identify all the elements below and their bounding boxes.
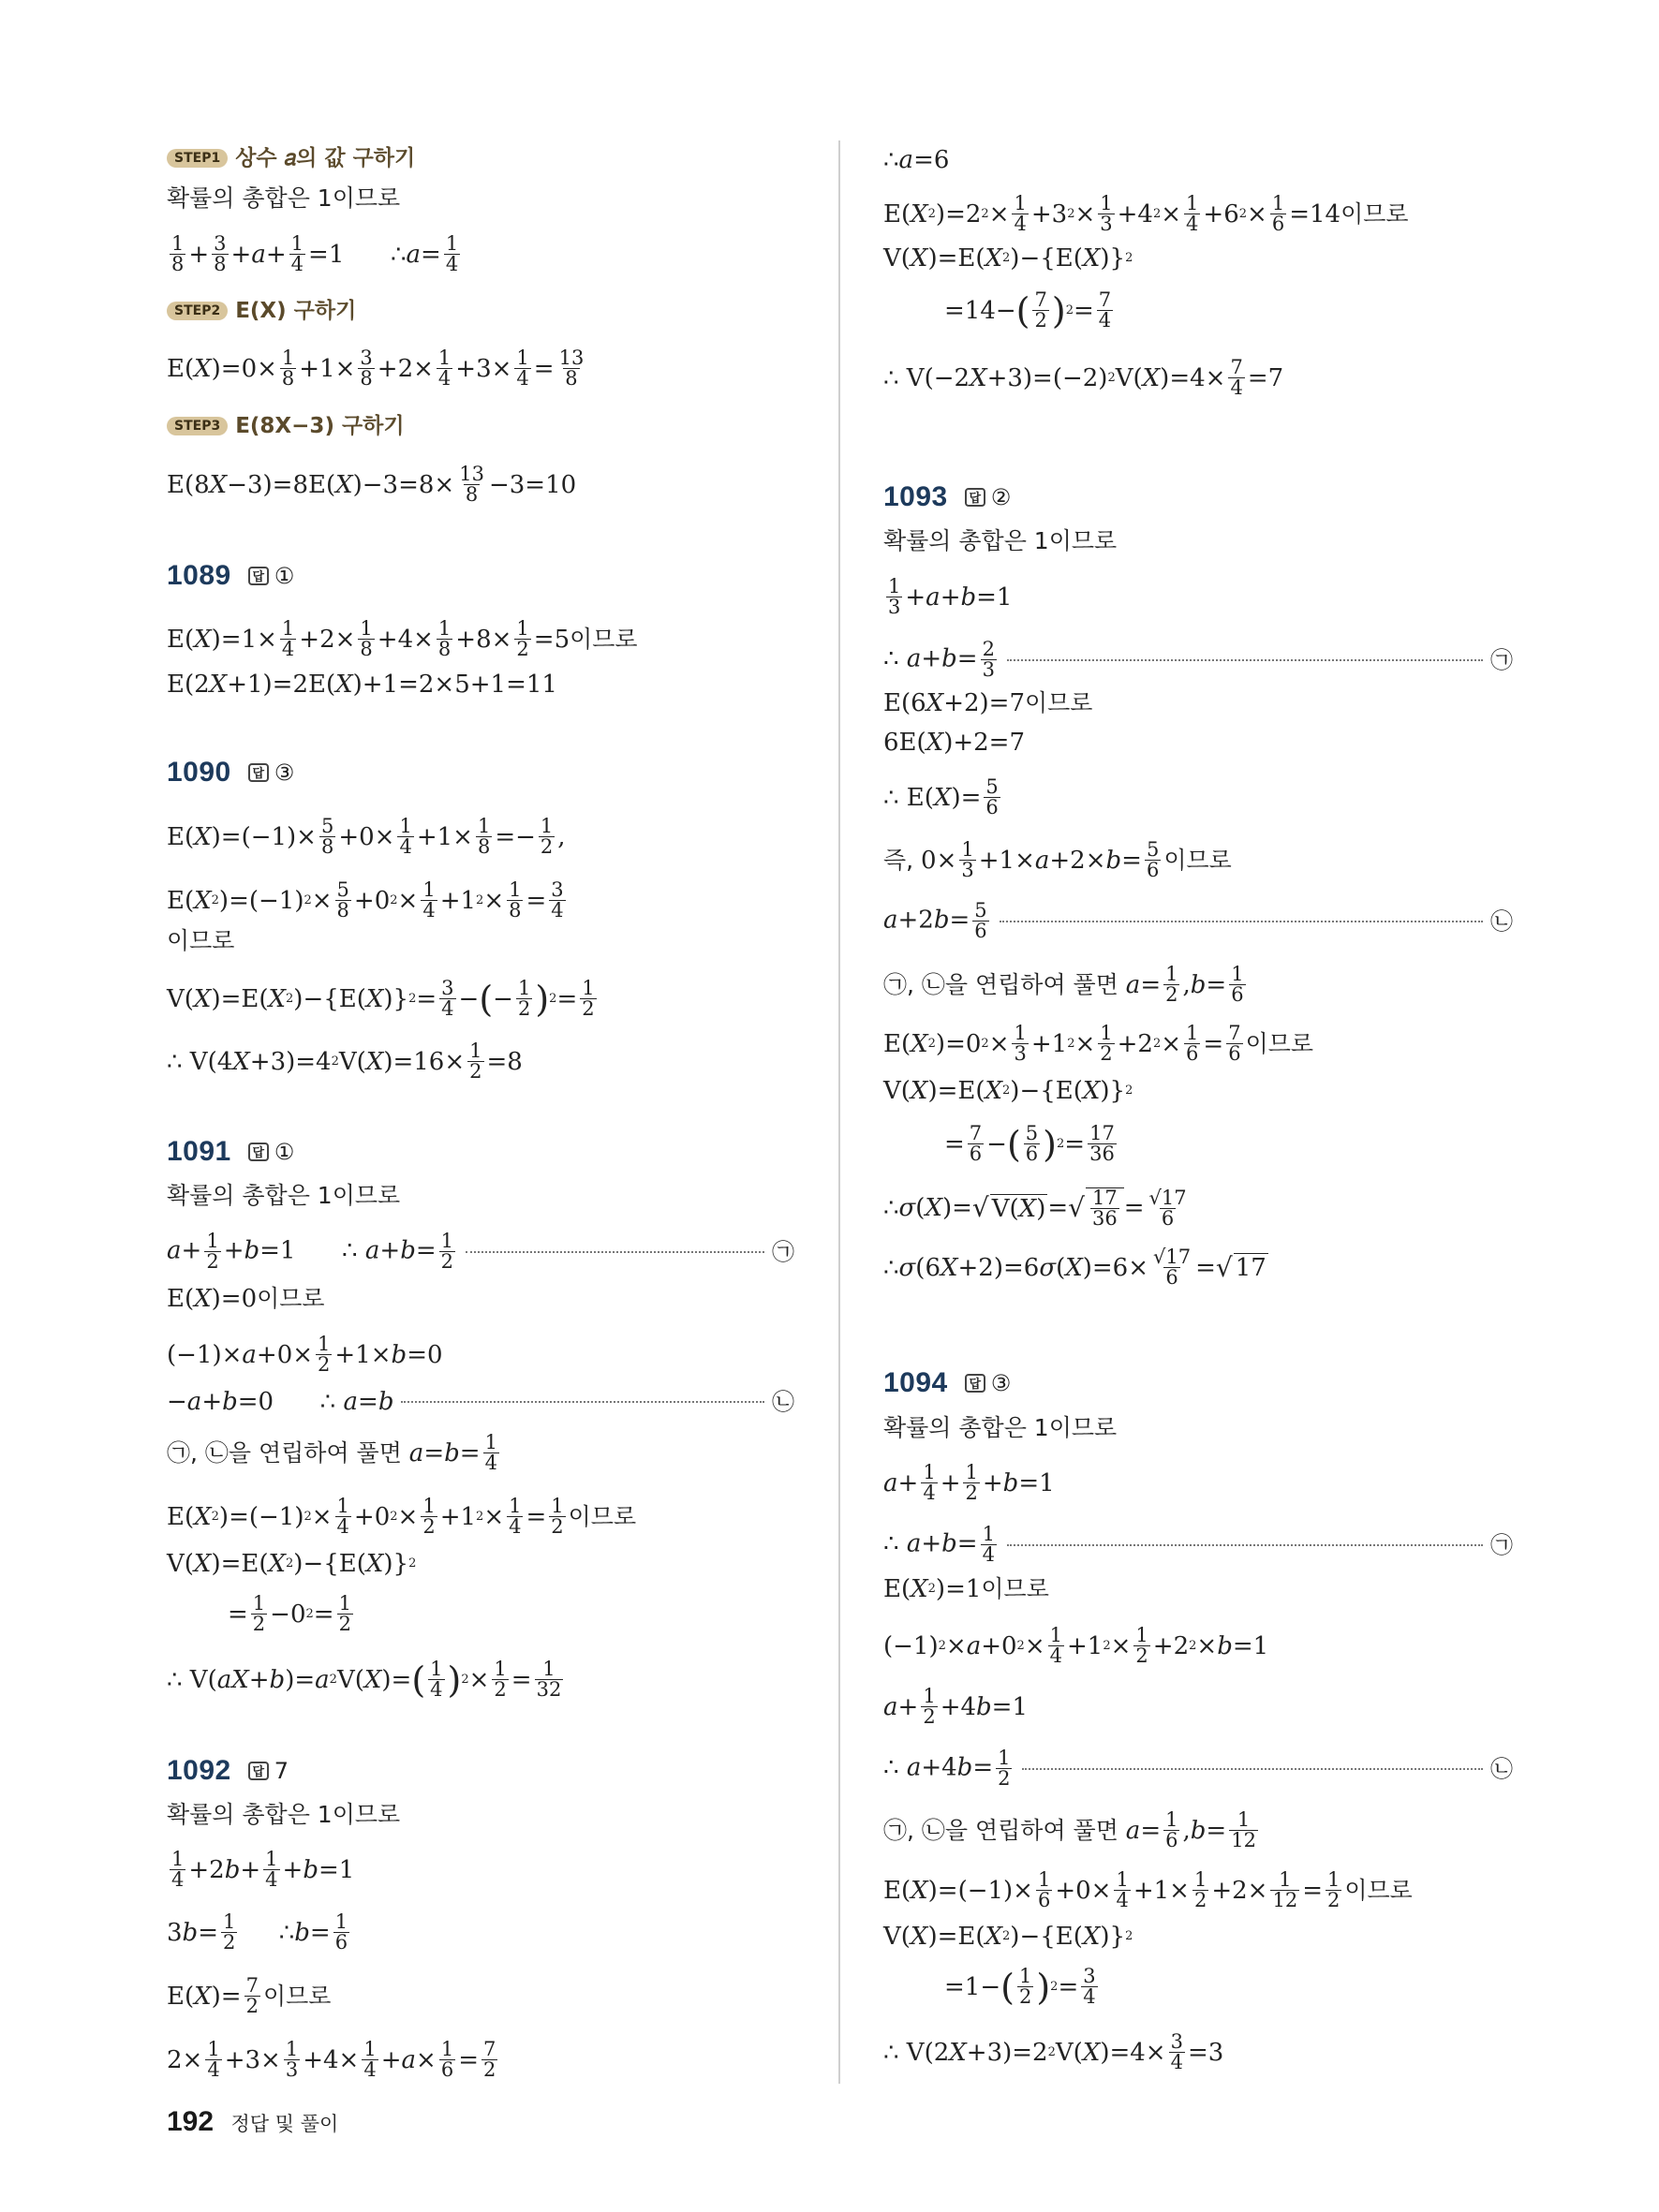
math-line: V( X )=E( X 2 )−{E( X )} 2 = $\frac{3}{4}$ − ( − $\frac{1}{2}$ ) 2 = $\frac{1}{2}$ [167, 977, 595, 1020]
math-line: E( X 2 )=0 2 × $\frac{1}{3}$ +1 2 × $\frac{1}{2}$ +2 2 × $\frac{1}{6}$ = $\frac{7}{6}$ 이므로 [883, 1022, 1314, 1065]
math-line: a + $\frac{1}{4}$ + $\frac{1}{2}$ + b =1 [883, 1461, 1055, 1504]
step1-heading [167, 144, 415, 172]
math-line: ∴ V(−2 X +3)=(−2) 2 V( X )=4× $\frac{7}{4}$ =7 [883, 356, 1284, 399]
circled-label: ㉠ [1490, 1531, 1513, 1558]
math-line: 6E( X )+2=7 [883, 729, 1025, 757]
math-line: E( X )=(−1)× $\frac{1}{6}$ +0× $\frac{1}{4}$ +1× $\frac{1}{2}$ +2× $\frac{1}{12}$ = $\frac{1}{2}$ 이므로 [883, 1868, 1413, 1911]
text-line: 이므로 [167, 927, 235, 954]
math-line: E( X )=0 이므로 [167, 1285, 325, 1313]
math-line: E( X 2 )=2 2 × $\frac{1}{4}$ +3 2 × $\frac{1}{3}$ +4 2 × $\frac{1}{4}$ +6 2 × $\frac{1}{6}$ =14 이므로 [883, 192, 1409, 235]
footer-label: 정답 및 풀이 [230, 2113, 339, 2135]
problem-number: 1089 [167, 560, 231, 591]
math-line: E( X 2 )=(−1) 2 × $\frac{5}{8}$ +0 2 × $\frac{1}{4}$ +1 2 × $\frac{1}{8}$ = $\frac{3}{4}$ [167, 878, 564, 922]
step1-badge: STEP1 [167, 149, 228, 168]
problem-1093-header [883, 483, 1011, 511]
page-number: 192 [167, 2106, 215, 2137]
math-line: E( X )=0× $\frac{1}{8}$ +1× $\frac{3}{8}$ +2× $\frac{1}{4}$ +3× $\frac{1}{4}$ = $\frac{13}{8}$ [167, 347, 585, 390]
circled-label: ㉠ [1490, 646, 1513, 673]
circled-label: ㉡ [1490, 907, 1513, 935]
answer-icon: 답 [965, 488, 985, 507]
math-line: −a+b=0 ∴ a=b ㉡ [167, 1388, 794, 1416]
math-line: a + $\frac{1}{2}$ +4 b =1 [883, 1685, 1028, 1728]
answer-icon: 답 [248, 567, 269, 585]
problem-number: 1091 [167, 1136, 231, 1167]
math-line: ∴ σ (6 X +2)=6 σ ( X )=6× $\frac{√17}{6}$ = √ 17 [883, 1246, 1266, 1289]
problem-1092-header [167, 1757, 289, 1785]
text-line: 확률의 총합은 1이므로 [167, 1801, 401, 1828]
math-line: V( X )=E( X 2 )−{E( X )} 2 [167, 1550, 417, 1578]
answer-icon: 답 [248, 763, 269, 782]
problem-number: 1092 [167, 1755, 231, 1786]
math-line: ∴ a+b= $\frac{2}{3}$ ㉠ [883, 638, 1513, 681]
math-line: ∴ V( aX + b )= a 2 V( X )= ( $\frac{1}{4}$ ) 2 × $\frac{1}{2}$ = $\frac{1}{32}$ [167, 1658, 562, 1701]
text-line: 확률의 총합은 1이므로 [883, 527, 1118, 554]
problem-1091-header [167, 1138, 294, 1166]
answer-icon: 답 [248, 1762, 269, 1780]
step2-heading [167, 297, 356, 325]
circled-label: ㉡ [1490, 1755, 1513, 1782]
problem-1089-header [167, 562, 294, 590]
circled-label: ㉡ [772, 1389, 794, 1415]
step1-title: 상수 𝑎의 값 구하기 [235, 146, 416, 170]
math-line: ㉠, ㉡을 연립하여 풀면 a = $\frac{1}{6}$ , b = $\frac{1}{12}$ [883, 1808, 1256, 1851]
math-line: =1− ( $\frac{1}{2}$ ) 2 = $\frac{3}{4}$ [944, 1965, 1096, 2008]
math-line: E( X )= $\frac{7}{2}$ 이므로 [167, 1974, 332, 2017]
circled-label: ㉠ [772, 1238, 794, 1265]
math-line: (−1)× a +0× $\frac{1}{2}$ +1× b =0 [167, 1333, 443, 1376]
math-line: =14− ( $\frac{7}{2}$ ) 2 = $\frac{7}{4}$ [944, 288, 1112, 332]
math-line: 3 b = $\frac{1}{2}$ ∴ b = $\frac{1}{6}$ [167, 1910, 348, 1954]
answer-value: ① [274, 563, 295, 589]
problem-number: 1093 [883, 481, 948, 512]
math-line: a+2b= $\frac{5}{6}$ ㉡ [883, 899, 1513, 942]
math-line: $\frac{1}{8}$ + $\frac{3}{8}$ + a + $\frac{1}{4}$ =1 ∴ a = $\frac{1}{4}$ [171, 232, 459, 275]
text-line: 확률의 총합은 1이므로 [167, 184, 401, 212]
math-line: $\frac{1}{4}$ +2 b + $\frac{1}{4}$ + b =1 [171, 1848, 355, 1891]
math-line: ∴ V(4 X +3)=4 2 V( X )=16× $\frac{1}{2}$ =8 [167, 1040, 523, 1083]
math-line: ∴ σ ( X )= √ V(X) = √ $\frac{17}{36}$ = $\frac{√17}{6}$ [883, 1186, 1187, 1230]
page-footer [167, 2106, 338, 2138]
math-line: = $\frac{1}{2}$ −0 2 = $\frac{1}{2}$ [228, 1592, 351, 1635]
math-line: V( X )=E( X 2 )−{E( X )} 2 [883, 1077, 1133, 1105]
math-line: ∴ E( X )= $\frac{5}{6}$ [883, 775, 999, 818]
math-line: ㉠, ㉡을 연립하여 풀면 a = $\frac{1}{2}$ , b = $\frac{1}{6}$ [883, 963, 1244, 1006]
math-line: ∴ a+4b= $\frac{1}{2}$ ㉡ [883, 1747, 1513, 1790]
answer-value: ② [990, 484, 1012, 510]
math-line: a+ $\frac{1}{2}$ +b=1 ∴ a+b= $\frac{1}{2}$ ㉠ [167, 1230, 794, 1273]
math-line: 즉, 0× $\frac{1}{3}$ +1× a +2× b = $\frac{5}{6}$ 이므로 [883, 838, 1232, 881]
answer-icon: 답 [965, 1374, 985, 1393]
problem-1090-header [167, 759, 294, 787]
column-divider [838, 140, 840, 2084]
answer-value: ③ [990, 1370, 1012, 1396]
problem-number: 1094 [883, 1367, 948, 1398]
step3-heading [167, 412, 405, 440]
step2-title: E(X) 구하기 [235, 299, 357, 323]
math-line: ∴ a+b= $\frac{1}{4}$ ㉠ [883, 1523, 1513, 1566]
step3-badge: STEP3 [167, 417, 228, 435]
math-line: E( X )=(−1)× $\frac{5}{8}$ +0× $\frac{1}{4}$ +1× $\frac{1}{8}$ =− $\frac{1}{2}$ , [167, 815, 566, 858]
math-line: 2× $\frac{1}{4}$ +3× $\frac{1}{3}$ +4× $\frac{1}{4}$ + a × $\frac{1}{6}$ = $\frac{7}{2}$ [167, 2038, 496, 2081]
answer-value: ③ [274, 759, 295, 786]
problem-number: 1090 [167, 757, 231, 788]
text-line: 확률의 총합은 1이므로 [167, 1182, 401, 1209]
math-line: = $\frac{7}{6}$ − ( $\frac{5}{6}$ ) 2 = $\frac{17}{36}$ [944, 1122, 1115, 1165]
math-line: ∴ a =6 [883, 146, 950, 174]
math-line: $\frac{1}{3}$ + a + b =1 [888, 575, 1013, 618]
math-line: E( X 2 )=(−1) 2 × $\frac{1}{4}$ +0 2 × $\frac{1}{2}$ +1 2 × $\frac{1}{4}$ = $\frac{1}{2}$ 이므로 [167, 1495, 637, 1538]
math-line: (−1) 2 × a +0 2 × $\frac{1}{4}$ +1 2 × $\frac{1}{2}$ +2 2 × b =1 [883, 1624, 1269, 1667]
math-line: E( X 2 )=1 이므로 [883, 1575, 1049, 1603]
answer-value: 7 [274, 1758, 289, 1784]
math-line: E(6 X +2)=7 이므로 [883, 689, 1093, 717]
problem-1094-header [883, 1369, 1011, 1397]
math-line: E(8 X −3)=8E( X )−3=8× $\frac{13}{8}$ −3=10 [167, 463, 577, 506]
step2-badge: STEP2 [167, 302, 228, 320]
math-line: V( X )=E( X 2 )−{E( X )} 2 [883, 244, 1133, 273]
math-line: ∴ V(2 X +3)=2 2 V( X )=4× $\frac{3}{4}$ =3 [883, 2030, 1224, 2073]
math-line: E( X )=1× $\frac{1}{4}$ +2× $\frac{1}{8}$ +4× $\frac{1}{8}$ +8× $\frac{1}{2}$ =5 이므로 [167, 617, 638, 660]
text-line: 확률의 총합은 1이므로 [883, 1414, 1118, 1441]
math-line: E(2 X +1)=2E( X )+1=2×5+1=11 [167, 671, 557, 699]
answer-icon: 답 [248, 1143, 269, 1161]
step3-title: E(8X−3) 구하기 [235, 414, 405, 438]
math-line: V( X )=E( X 2 )−{E( X )} 2 [883, 1923, 1133, 1951]
answer-value: ① [274, 1139, 295, 1165]
math-line: ㉠, ㉡을 연립하여 풀면 a = b = $\frac{1}{4}$ [167, 1431, 497, 1474]
